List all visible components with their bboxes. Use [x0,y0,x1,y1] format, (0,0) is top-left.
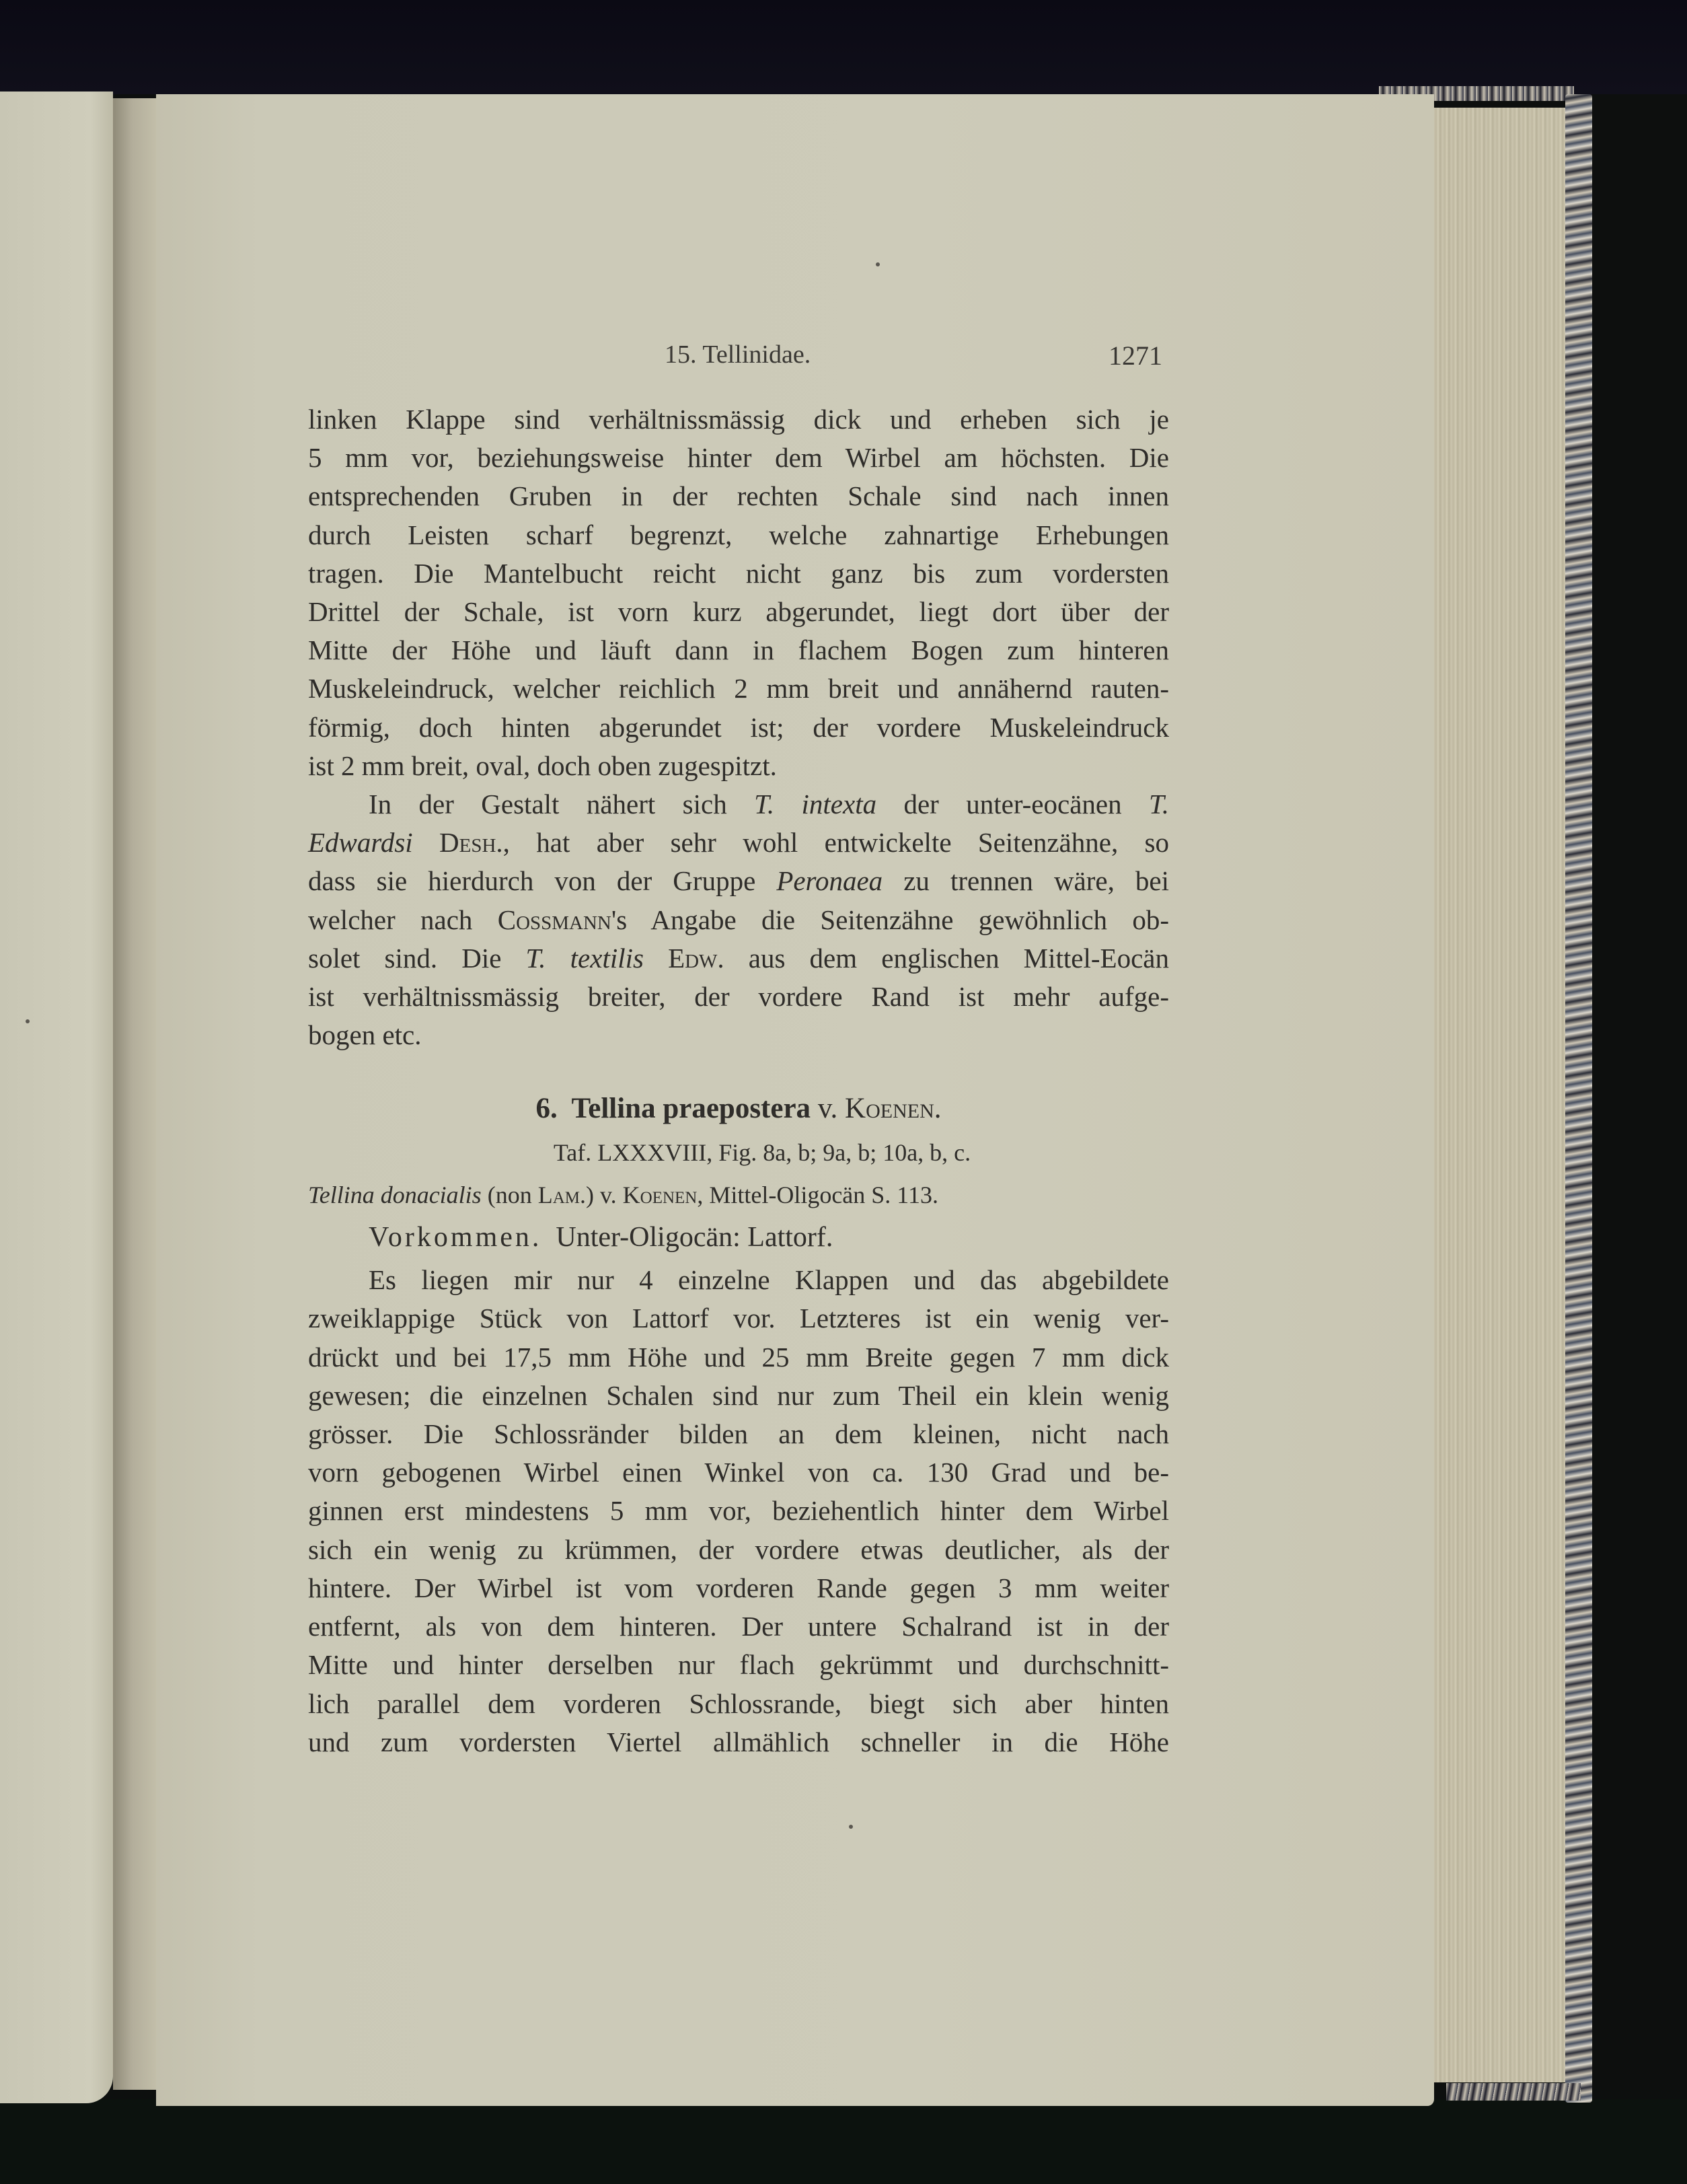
text-line: und zum vordersten Viertel allmählich schneller in die Höhe [308,1726,1169,1757]
dark-backdrop-top [0,0,1687,94]
text-line: dass sie hierdurch von der Gruppe Peronaea zu trennen wäre, bei [308,865,1169,897]
text-line: entsprechenden Gruben in der rechten Schale sind nach innen [308,480,1169,512]
plate-reference: Taf. LXXXVIII, Fig. 8a, b; 9a, b; 10a, b, c. [553,1138,971,1166]
text-line: Drittel der Schale, ist vorn kurz abgerundet, liegt dort über der [308,596,1169,628]
marbled-cover-edge [1565,94,1592,2103]
text-line: ist 2 mm breit, oval, doch oben zugespitzt. [308,750,777,781]
text-line: förmig, doch hinten abgerundet ist; der vordere Muskeleindruck [308,711,1169,743]
text-line: welcher nach Cossmann's Angabe die Seitenzähne gewöhnlich ob- [308,904,1169,935]
paper-speck [26,1019,30,1023]
book-gutter [113,98,156,2090]
running-head [308,340,1169,380]
text-line: Edwardsi Desh., hat aber sehr wohl entwickelte Seitenzähne, so [308,827,1170,859]
text-line: sich ein wenig zu krümmen, der vordere etwas deutlicher, als der [308,1533,1169,1565]
section-title: 15. Tellinidae. [665,340,811,369]
text-line: Mitte und hinter derselben nur flach gekrümmt und durchschnitt- [308,1649,1169,1681]
marbled-cover-bottom [1446,2083,1581,2101]
occurrence-line: Vorkommen. Unter-Oligocän: Lattorf. [369,1222,833,1253]
text-line: durch Leisten scharf begrenzt, welche zahnartige Erhebungen [308,519,1169,550]
text-line: hintere. Der Wirbel ist vom vorderen Rande gegen 3 mm weiter [308,1572,1169,1603]
text-line: drückt und bei 17,5 mm Höhe und 25 mm Breite gegen 7 mm dick [308,1341,1169,1373]
text-line: gewesen; die einzelnen Schalen sind nur zum Theil ein klein wenig [308,1379,1169,1411]
text-line: lich parallel dem vorderen Schlossrande, biegt sich aber hinten [308,1687,1169,1719]
page-stack-edge [1434,108,1565,2082]
species-heading: 6. Tellina praepostera v. Koenen. [535,1093,942,1125]
text-line: Mitte der Höhe und läuft dann in flachem Bogen zum hinteren [308,634,1169,666]
text-line: grösser. Die Schlossränder bilden an dem kleinen, nicht nach [308,1418,1169,1450]
left-page-edge [0,92,113,2103]
text-line: ginnen erst mindestens 5 mm vor, beziehentlich hinter dem Wirbel [308,1495,1169,1527]
text-line: zweiklappige Stück von Lattorf vor. Letzteres ist ein wenig ver- [308,1303,1169,1334]
text-line: ist verhältnissmässig breiter, der vordere Rand ist mehr aufge- [308,981,1169,1013]
paragraph-3 [308,1261,1169,1761]
text-line: 5 mm vor, beziehungsweise hinter dem Wirbel am höchsten. Die [308,442,1169,474]
synonymy-line: Tellina donacialis (non Lam.) v. Koenen, Mittel-Oligocän S. 113. [308,1181,938,1208]
text-line: linken Klappe sind verhältnissmässig dick und erheben sich je [308,404,1169,435]
paper-speck [876,262,880,266]
paragraph-1 [308,400,1169,785]
text-line: In der Gestalt nähert sich T. intexta der unter-eocänen T. [369,789,1170,820]
text-line: bogen etc. [308,1019,422,1051]
page-number: 1271 [1109,340,1162,371]
text-line: tragen. Die Mantelbucht reicht nicht ganz bis zum vordersten [308,557,1169,589]
dark-backdrop-bottom [0,2099,1687,2184]
text-line: Es liegen mir nur 4 einzelne Klappen und das abgebildete [369,1264,1169,1296]
text-line: Muskeleindruck, welcher reichlich 2 mm breit und annähernd rauten- [308,673,1169,704]
text-line: vorn gebogenen Wirbel einen Winkel von ca. 130 Grad und be- [308,1457,1169,1488]
paragraph-2 [308,785,1169,1054]
text-line: entfernt, als von dem hinteren. Der untere Schalrand ist in der [308,1611,1169,1642]
text-line: solet sind. Die T. textilis Edw. aus dem englischen Mittel-Eocän [308,942,1169,974]
paper-speck [849,1825,853,1829]
